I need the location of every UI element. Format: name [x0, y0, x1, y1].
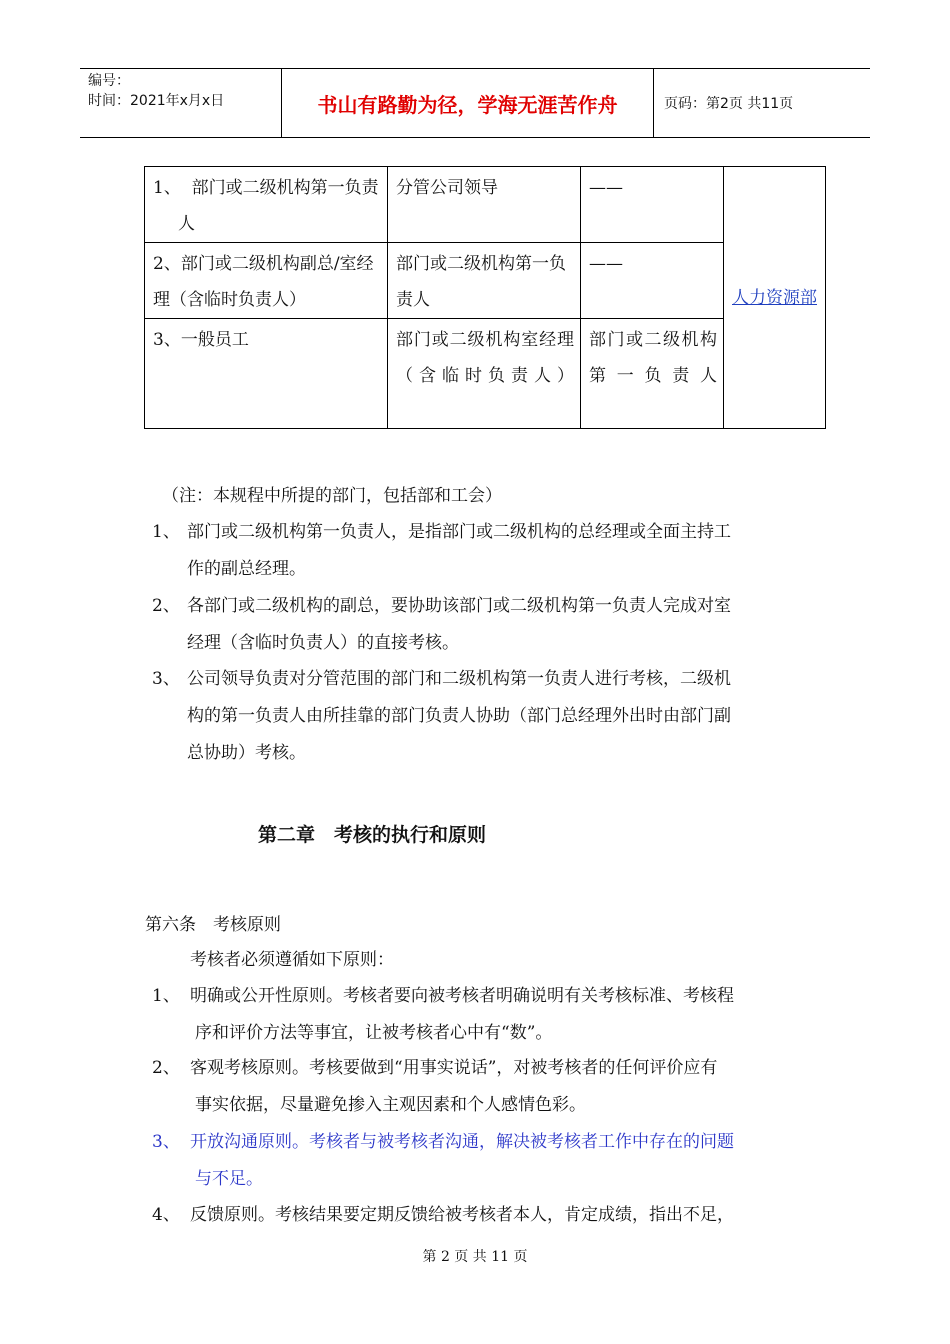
list-item-number: 1、 — [152, 986, 180, 1006]
row-assessee: 一般员工 — [180, 330, 249, 350]
table-cell-assistant: —— — [581, 167, 724, 243]
list-item-number: 4、 — [152, 1205, 180, 1225]
table-cell-assessor: 分管公司领导 — [388, 167, 581, 243]
table-cell-assessee — [145, 167, 388, 243]
article-title: 第六条 考核原则 — [145, 915, 281, 935]
list-item-line: 客观考核原则。考核要做到“用事实说话”，对被考核者的任何评价应有 — [190, 1058, 718, 1078]
list-item-line: 经理（含临时负责人）的直接考核。 — [187, 633, 459, 653]
header-page-info: 页码：第2页 共11页 — [664, 96, 794, 112]
header-meta — [80, 69, 282, 137]
table-cell-assistant: 部门或二级机构第一负责人 — [581, 319, 724, 429]
list-item-line: 序和评价方法等事宜，让被考核者心中有“数”。 — [195, 1023, 553, 1043]
list-item-number: 1、 — [152, 522, 180, 542]
table-cell-assessee — [145, 243, 388, 319]
row-number: 2、 — [153, 254, 181, 274]
document-date: 时间：2021年x月x日 — [88, 93, 225, 109]
list-item-line: 各部门或二级机构的副总，要协助该部门或二级机构第一负责人完成对室 — [187, 596, 731, 616]
row-number: 1、 — [153, 178, 181, 198]
row-assessee: 部门或二级机构第一负责人 — [178, 178, 379, 234]
table-note: （注：本规程中所提的部门，包括部和工会） — [162, 486, 502, 506]
list-item-line: 与不足。 — [195, 1169, 263, 1189]
list-item-number: 3、 — [152, 1132, 180, 1152]
list-item-line: 总协助）考核。 — [187, 743, 306, 763]
article-intro: 考核者必须遵循如下原则： — [190, 950, 394, 970]
table-row — [145, 167, 826, 243]
table-cell-assessee — [145, 319, 388, 429]
list-item-number: 2、 — [152, 596, 180, 616]
table-cell-assistant: —— — [581, 243, 724, 319]
table-row — [145, 319, 826, 429]
table-cell-assessor: 部门或二级机构第一负责人 — [388, 243, 581, 319]
table-cell-hr-department — [724, 167, 826, 429]
list-item-number: 3、 — [152, 669, 180, 689]
row-number: 3、 — [153, 330, 181, 350]
list-item-line: 公司领导负责对分管范围的部门和二级机构第一负责人进行考核，二级机 — [187, 669, 731, 689]
assessment-table — [144, 166, 826, 429]
chapter-title: 第二章 考核的执行和原则 — [258, 824, 487, 846]
table-cell-assessor: 部门或二级机构室经理（含临时负责人） — [388, 319, 581, 429]
list-item-line: 事实依据，尽量避免掺入主观因素和个人感情色彩。 — [195, 1095, 586, 1115]
header-motto: 书山有路勤为径，学海无涯苦作舟 — [282, 69, 654, 137]
document-number-label: 编号： — [88, 73, 130, 89]
list-item-line: 作的副总经理。 — [187, 559, 306, 579]
page-footer: 第 2 页 共 11 页 — [422, 1249, 528, 1265]
list-item-line: 开放沟通原则。考核者与被考核者沟通，解决被考核者工作中存在的问题 — [190, 1132, 734, 1152]
list-item-number: 2、 — [152, 1058, 180, 1078]
hr-department-link[interactable]: 人力资源部 — [732, 287, 817, 308]
table-row — [145, 243, 826, 319]
list-item-line: 明确或公开性原则。考核者要向被考核者明确说明有关考核标准、考核程 — [190, 986, 734, 1006]
list-item-line: 构的第一负责人由所挂靠的部门负责人协助（部门总经理外出时由部门副 — [187, 706, 731, 726]
row-assessee: 部门或二级机构副总/室经理（含临时负责人） — [153, 254, 374, 310]
list-item-line: 部门或二级机构第一负责人，是指部门或二级机构的总经理或全面主持工 — [187, 522, 731, 542]
list-item-line: 反馈原则。考核结果要定期反馈给被考核者本人，肯定成绩，指出不足， — [190, 1205, 734, 1225]
page-header — [80, 68, 870, 138]
